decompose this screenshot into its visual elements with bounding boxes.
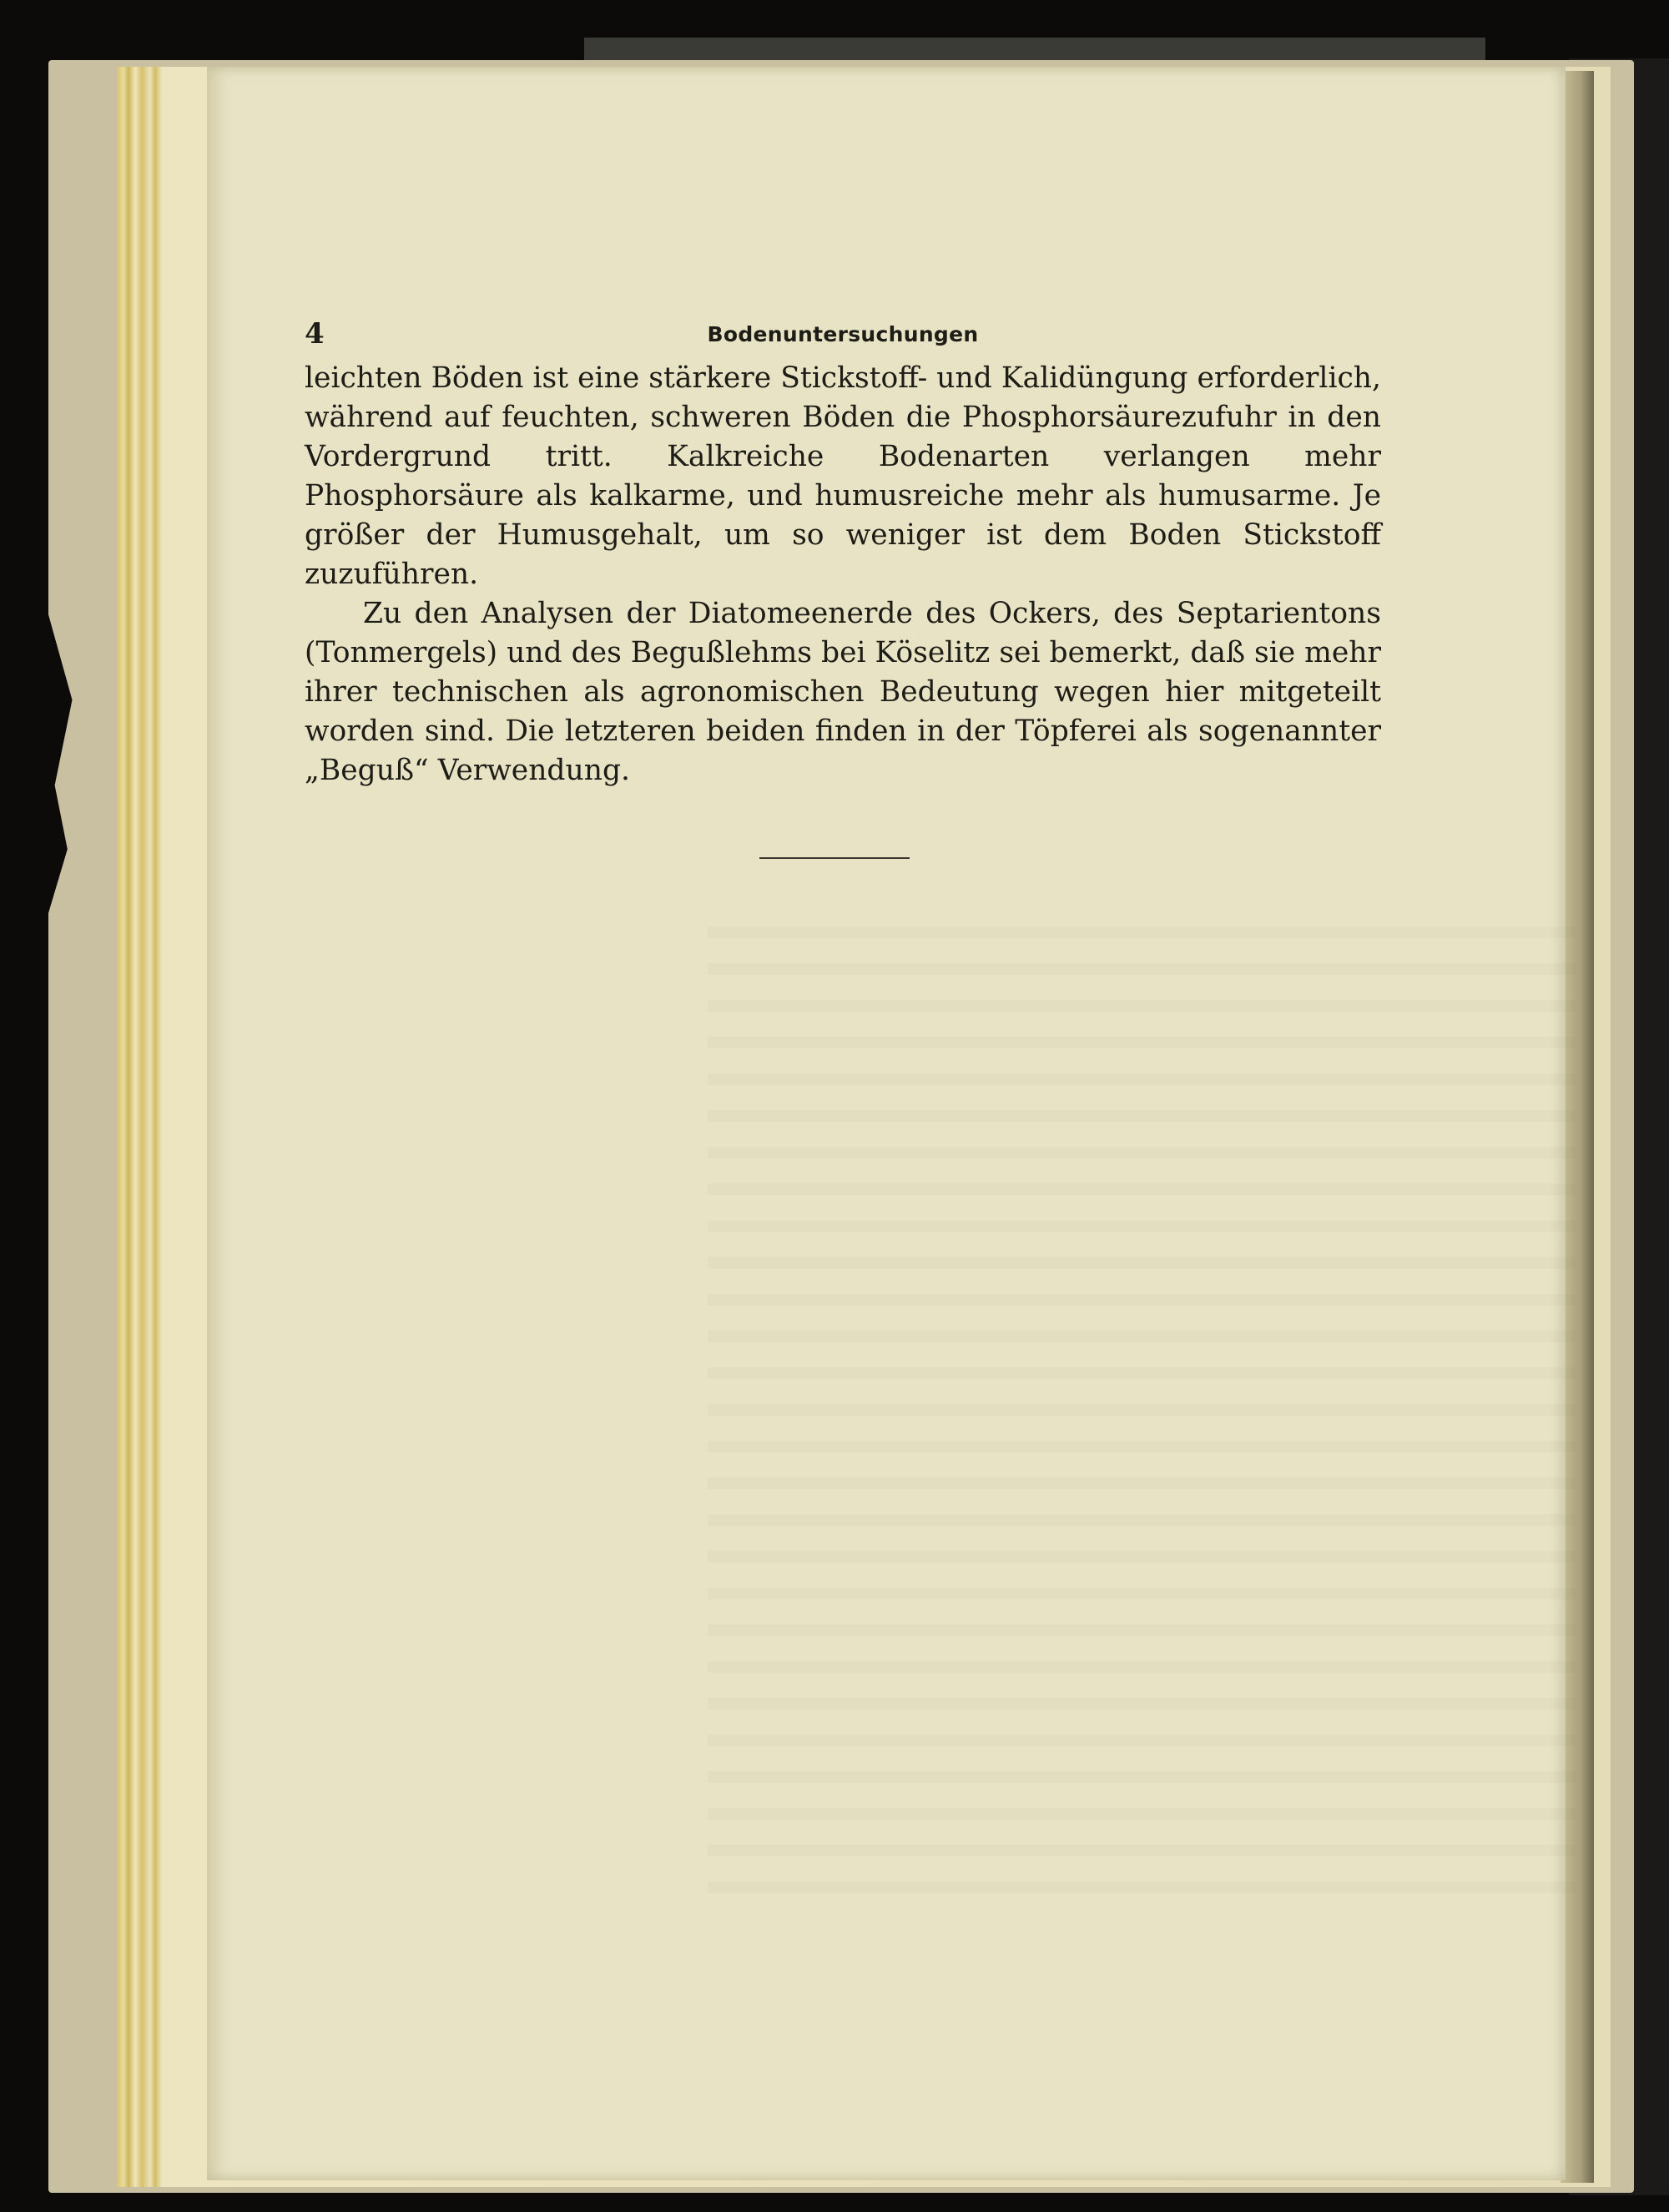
page-number: 4 bbox=[305, 317, 325, 351]
running-head-title: Bodenuntersuchungen bbox=[707, 322, 979, 346]
section-end-rule bbox=[759, 857, 910, 859]
reverse-side-bleed-through bbox=[708, 901, 1576, 1903]
running-head bbox=[305, 317, 1381, 359]
page-text-block bbox=[305, 317, 1381, 859]
paragraph-2: Zu den Analysen der Diatomeenerde des Ockers, des Septarientons (Tonmergels) und des Begußlehms bei Köselitz sei bemerkt, daß sie mehr ihrer technischen als agronomischen Bedeutung wegen hier mitgeteilt worden sind. Die letzteren beiden finden in der Töpferei als sogenannter „Beguß“ Verwendung. bbox=[305, 597, 1381, 787]
paragraph-1: leichten Böden ist eine stärkere Stickstoff- und Kalidüngung erforderlich, während auf feuchten, schweren Böden die Phosphorsäurezufuhr in den Vordergrund tritt. Kalkreiche Bodenarten verlangen mehr Phosphorsäure als kalkarme, und humusreiche mehr als humusarme. Je größer der Humusgehalt, um so weniger ist dem Boden Stickstoff zuzuführen. bbox=[305, 361, 1381, 591]
